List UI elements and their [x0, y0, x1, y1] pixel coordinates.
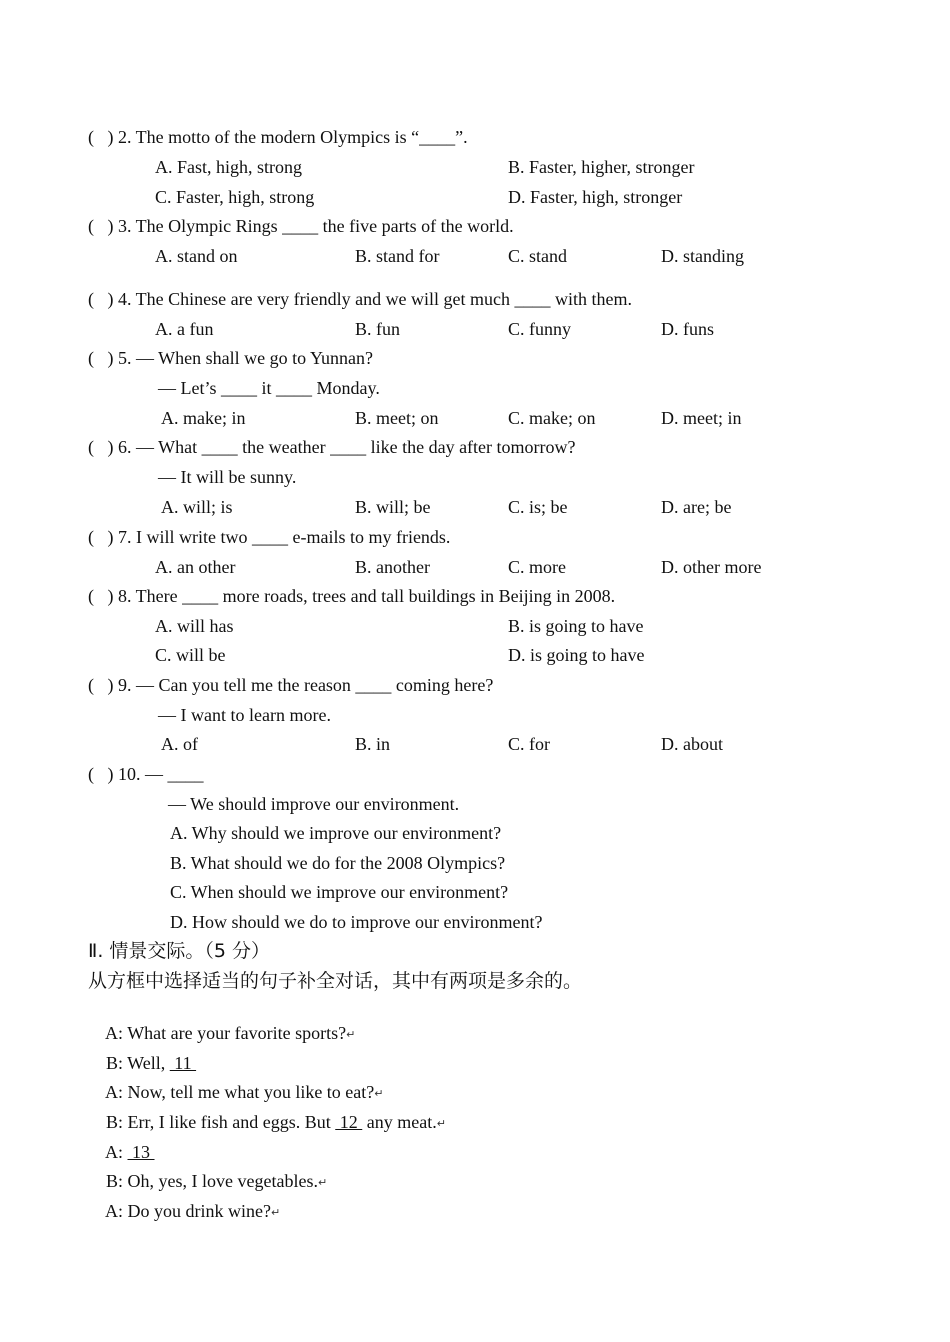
question-9-option-d: D. about [661, 734, 723, 754]
question-6-option-c: C. is; be [508, 497, 568, 517]
question-5-reply: — Let’s ____ it ____ Monday. [158, 378, 380, 398]
blank-12[interactable]: 12 [335, 1112, 363, 1132]
dialog-text: A: Now, tell me what you like to eat? [105, 1082, 375, 1102]
question-6-option-b: B. will; be [355, 497, 431, 517]
dialog-text: A: What are your favorite sports? [105, 1023, 347, 1043]
question-9-option-a: A. of [161, 734, 198, 754]
question-7-option-d: D. other more [661, 557, 762, 577]
question-4-option-b: B. fun [355, 319, 400, 339]
question-4-stem: ( ) 4. The Chinese are very friendly and we will get much ____ with them. [88, 289, 633, 309]
dialog-line-6 [88, 1148, 328, 1191]
question-4-option-c: C. funny [508, 319, 571, 339]
question-5-option-d: D. meet; in [661, 408, 742, 428]
question-6-reply: — It will be sunny. [158, 467, 297, 487]
question-6-option-d: D. are; be [661, 497, 732, 517]
question-7-stem: ( ) 7. I will write two ____ e-mails to my friends. [88, 527, 451, 547]
blank-13[interactable]: 13 [127, 1142, 155, 1162]
question-10-option-d: D. How should we do to improve our environment? [170, 912, 543, 932]
question-10-option-a: A. Why should we improve our environment? [170, 823, 502, 843]
dialog-line-1 [88, 1000, 356, 1043]
dialog-line-4 [88, 1089, 446, 1132]
question-3-option-b: B. stand for [355, 246, 440, 266]
question-7-option-b: B. another [355, 557, 430, 577]
blank-11[interactable]: 11 [169, 1053, 197, 1073]
question-5-option-a: A. make; in [161, 408, 246, 428]
question-10-option-b: B. What should we do for the 2008 Olympics? [170, 853, 506, 873]
question-5-stem: ( ) 5. — When shall we go to Yunnan? [88, 348, 373, 368]
question-9-option-c: C. for [508, 734, 550, 754]
question-8-option-b: B. is going to have [508, 616, 644, 636]
question-2-stem: ( ) 2. The motto of the modern Olympics is “____”. [88, 127, 468, 147]
question-3-option-c: C. stand [508, 246, 568, 266]
question-6-stem: ( ) 6. — What ____ the weather ____ like the day after tomorrow? [88, 437, 576, 457]
question-3-option-d: D. standing [661, 246, 744, 266]
question-5-option-c: C. make; on [508, 408, 596, 428]
question-10-stem: ( ) 10. — ____ [88, 764, 204, 784]
paragraph-mark-icon: ↵ [317, 1176, 328, 1189]
question-2-option-a: A. Fast, high, strong [155, 157, 303, 177]
question-9-option-b: B. in [355, 734, 391, 754]
question-8-option-a: A. will has [155, 616, 234, 636]
question-8-option-d: D. is going to have [508, 645, 645, 665]
question-2-option-c: C. Faster, high, strong [155, 187, 315, 207]
question-2-option-d: D. Faster, high, stronger [508, 187, 683, 207]
question-6-option-a: A. will; is [161, 497, 233, 517]
dialog-text: B: Oh, yes, I love vegetables. [106, 1171, 318, 1191]
question-4-option-d: D. funs [661, 319, 714, 339]
paragraph-mark-icon: ↵ [436, 1117, 446, 1130]
question-7-option-a: A. an other [155, 557, 236, 577]
question-5-option-b: B. meet; on [355, 408, 439, 428]
dialog-text: A: [105, 1142, 128, 1162]
question-10-option-c: C. When should we improve our environment? [170, 882, 509, 902]
question-2-option-b: B. Faster, higher, stronger [508, 157, 695, 177]
question-10-reply: — We should improve our environment. [168, 794, 460, 814]
question-8-stem: ( ) 8. There ____ more roads, trees and tall buildings in Beijing in 2008. [88, 586, 616, 606]
dialog-line-3 [88, 1059, 384, 1102]
question-3-option-a: A. stand on [155, 246, 238, 266]
paragraph-mark-icon: ↵ [374, 1087, 384, 1100]
question-4-option-a: A. a fun [155, 319, 214, 339]
dialog-text-after: any meat. [362, 1112, 437, 1132]
section-2-instruction: 从方框中选择适当的句子补全对话，其中有两项是多余的。 [88, 970, 583, 992]
dialog-text: A: Do you drink wine? [105, 1201, 271, 1221]
section-2-title: Ⅱ. 情景交际。（5 分） [88, 940, 271, 962]
paragraph-mark-icon: ↵ [346, 1028, 356, 1041]
question-3-stem: ( ) 3. The Olympic Rings ____ the five parts of the world. [88, 216, 514, 236]
dialog-line-2 [88, 1030, 197, 1073]
question-8-option-c: C. will be [155, 645, 226, 665]
question-9-reply: — I want to learn more. [158, 705, 331, 725]
dialog-line-5 [88, 1119, 155, 1162]
dialog-text: B: Well, [106, 1053, 170, 1073]
paragraph-mark-icon: ↵ [271, 1206, 281, 1219]
dialog-text: B: Err, I like fish and eggs. But [106, 1112, 336, 1132]
question-7-option-c: C. more [508, 557, 566, 577]
question-9-stem: ( ) 9. — Can you tell me the reason ____ coming here? [88, 675, 494, 695]
dialog-line-7 [88, 1178, 281, 1221]
